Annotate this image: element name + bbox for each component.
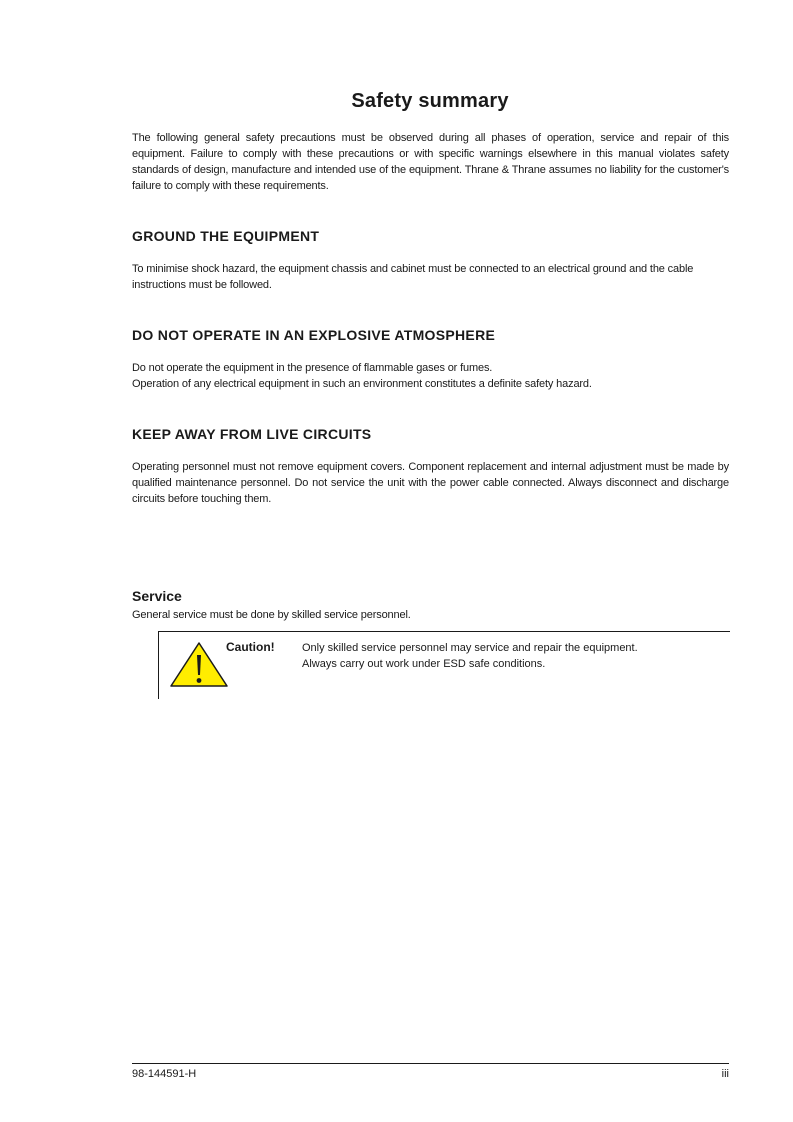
intro-paragraph: The following general safety precautions must be observed during all phases of operation, service and repair of this equipment. Failure to comply with these precautions or with specific warnings elsewhere in this manual violates safety standards of design, manufacture and intended use of the equipment. Thrane & Thrane assumes no liability for the customer's failure to comply with these requirements. bbox=[132, 132, 729, 192]
page-title: Safety summary bbox=[351, 90, 509, 112]
section-heading-ground: GROUND THE EQUIPMENT bbox=[132, 228, 320, 244]
section-body-live-circuits: Operating personnel must not remove equipment covers. Component replacement and internal adjustment must be made by qualified maintenance personnel. Do not service the unit with the power cable connected. Always disconnect and discharge circuits before touching them. bbox=[132, 461, 729, 505]
section-body-explosive-line-1: Do not operate the equipment in the presence of flammable gases or fumes. bbox=[132, 362, 493, 374]
service-body: General service must be done by skilled service personnel. bbox=[132, 609, 411, 621]
section-body-ground: To minimise shock hazard, the equipment chassis and cabinet must be connected to an electrical ground and the cable instructions must be followed. bbox=[132, 263, 694, 291]
caution-text bbox=[302, 640, 638, 672]
section-heading-explosive: DO NOT OPERATE IN AN EXPLOSIVE ATMOSPHERE bbox=[132, 327, 496, 343]
service-heading: Service bbox=[132, 588, 182, 604]
footer-doc-number: 98-144591-H bbox=[132, 1068, 197, 1080]
caution-note bbox=[158, 631, 730, 699]
caution-line-1: Only skilled service personnel may service and repair the equipment. bbox=[302, 642, 638, 654]
section-heading-live-circuits: KEEP AWAY FROM LIVE CIRCUITS bbox=[132, 426, 372, 442]
footer-divider bbox=[132, 1063, 729, 1064]
section-body-explosive-line-2: Operation of any electrical equipment in such an environment constitutes a definite safety hazard. bbox=[132, 378, 592, 390]
caution-line-2: Always carry out work under ESD safe conditions. bbox=[302, 658, 546, 670]
footer-page-number: iii bbox=[721, 1068, 729, 1080]
caution-label: Caution! bbox=[226, 640, 275, 654]
warning-triangle-icon bbox=[169, 641, 229, 688]
